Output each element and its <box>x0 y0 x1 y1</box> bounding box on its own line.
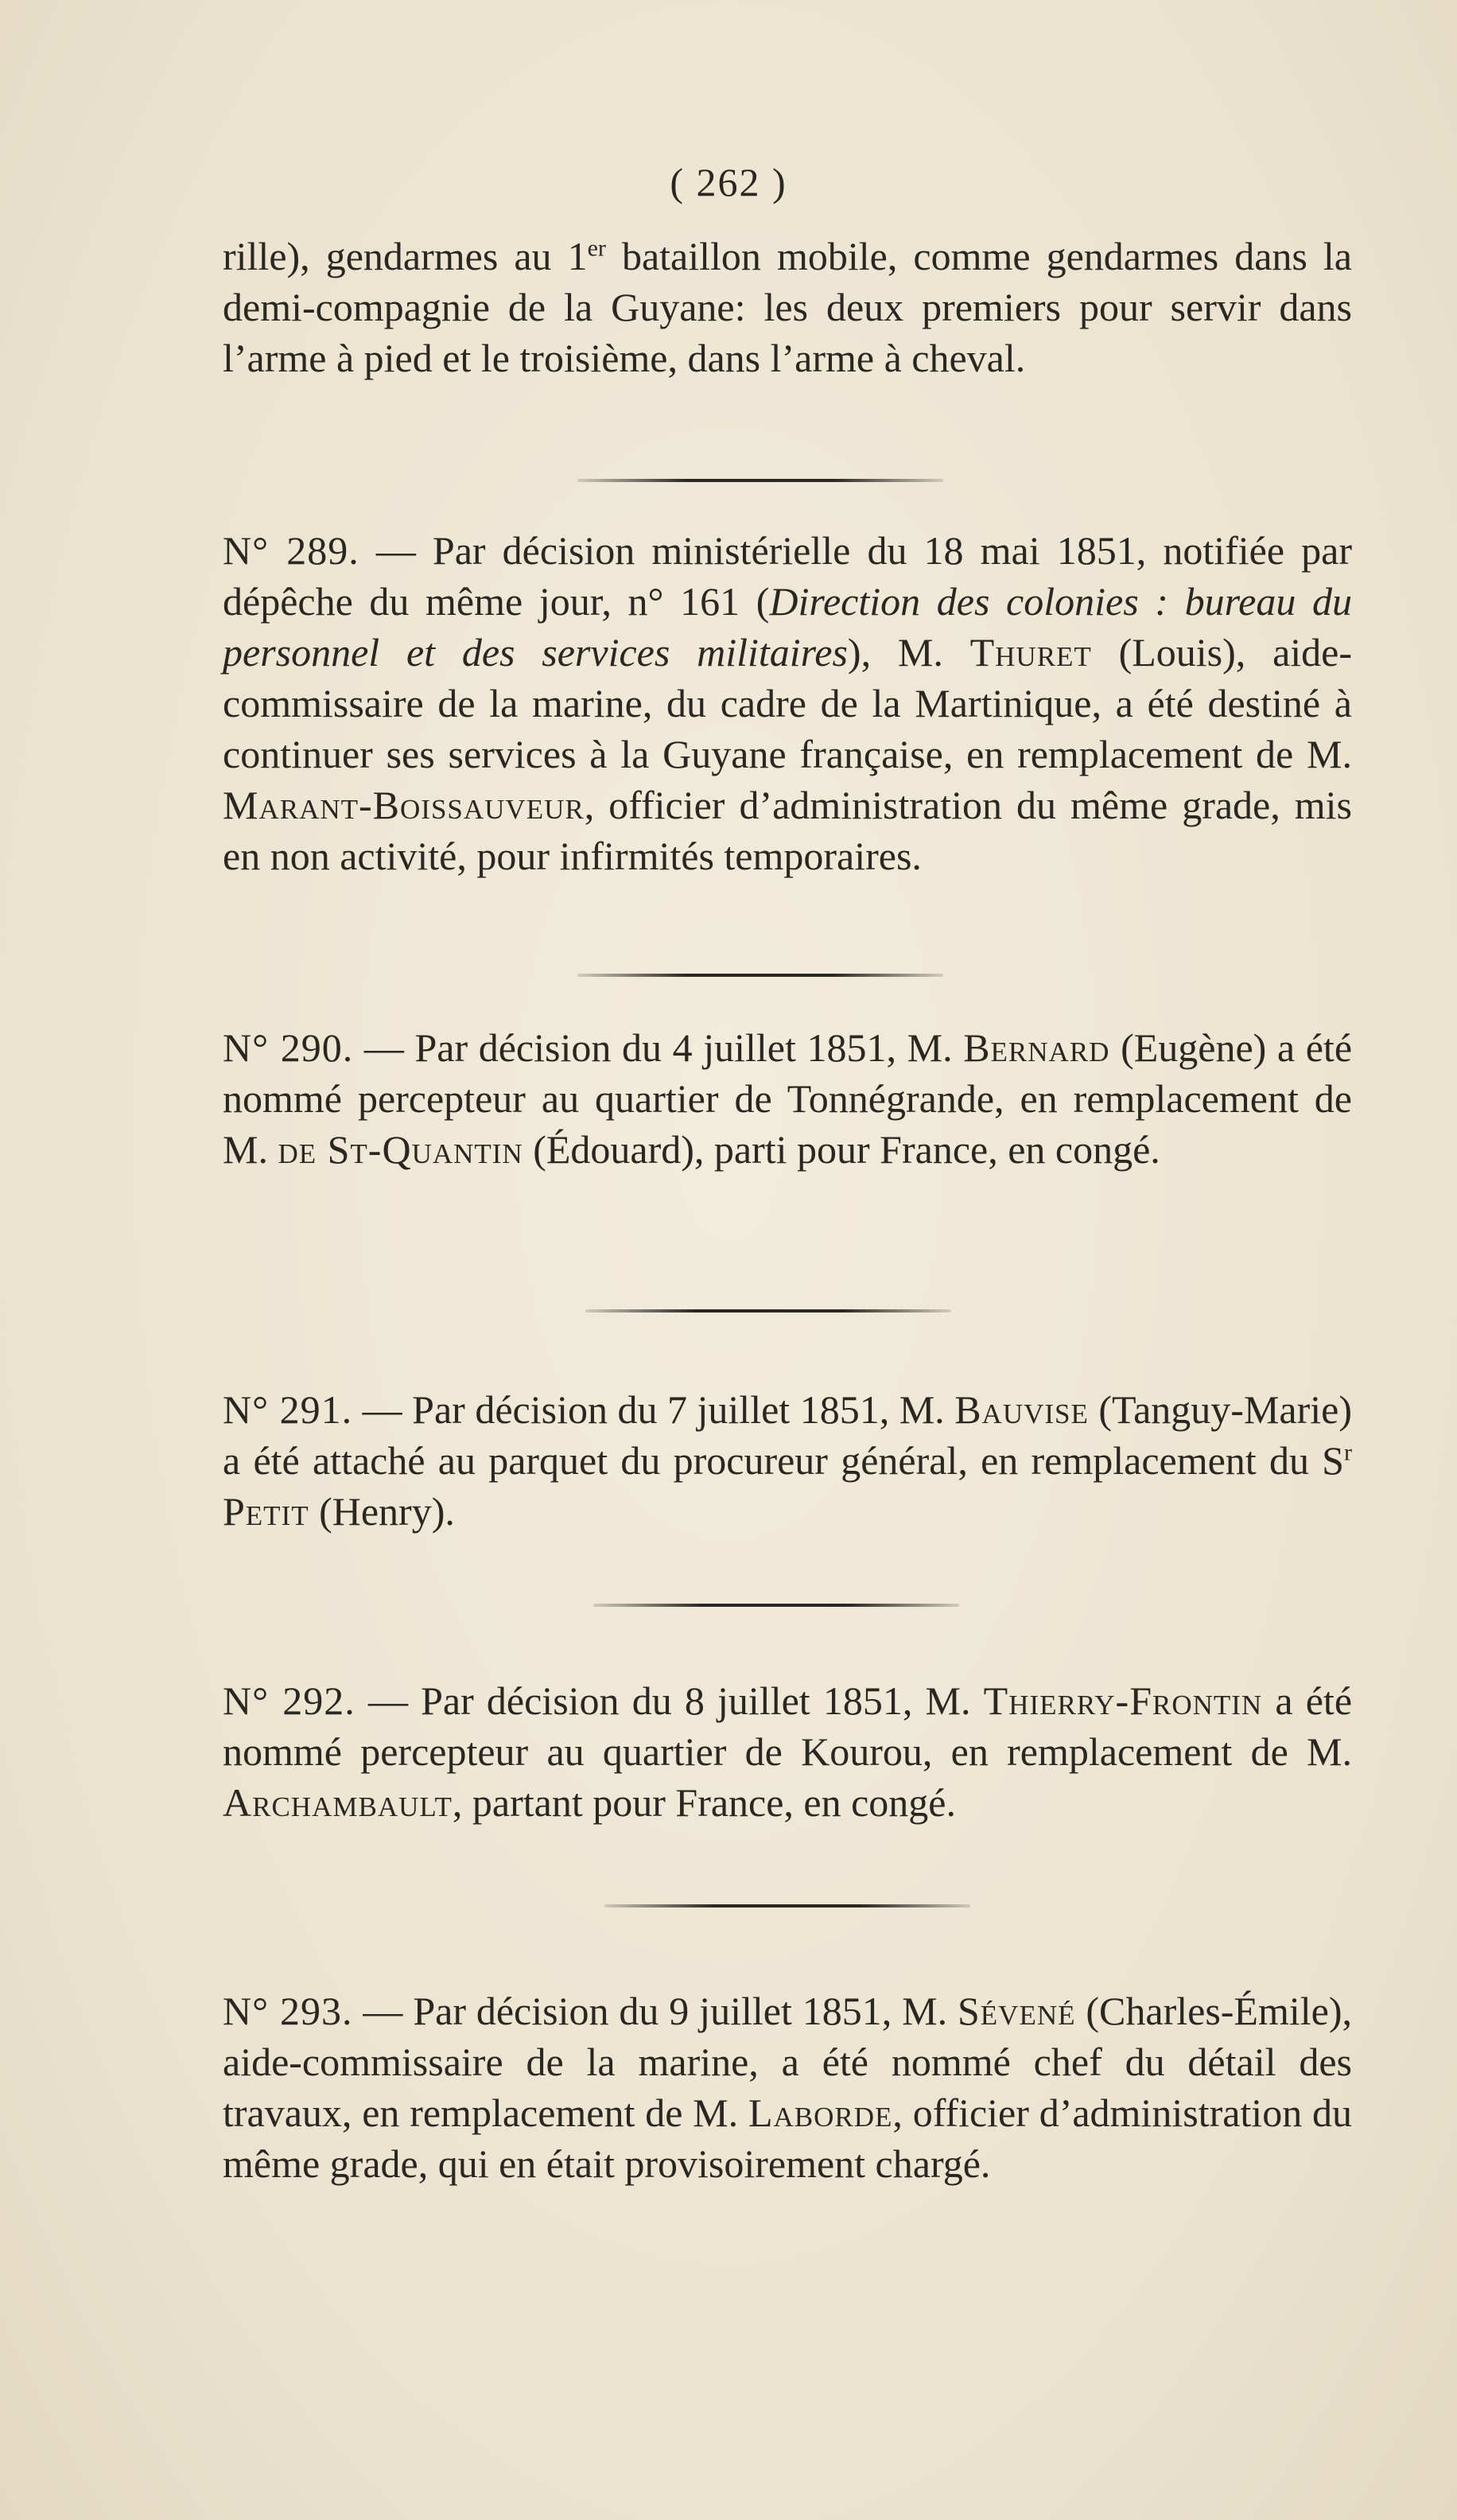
entry-italic-text: Direction des colonies : bureau du personnel et des services militaires <box>223 579 1352 675</box>
entry-text: ), M. <box>847 630 970 675</box>
entry-text: — Par décision du 9 juillet 1851, M. <box>352 1989 958 2033</box>
continuation-paragraph <box>223 231 1352 383</box>
entry-number: N° 290. <box>223 1025 354 1070</box>
page-number: ( 262 ) <box>670 160 787 204</box>
entry-text: , officier d’administration du même grade, qui en était provisoirement chargé. <box>223 2090 1352 2186</box>
person-name: Bernard <box>963 1025 1110 1070</box>
entry-text: — Par décision du 4 juillet 1851, M. <box>353 1025 964 1070</box>
entry-number: N° 289. <box>223 528 359 573</box>
entry-text: , partant pour France, en congé. <box>452 1780 957 1825</box>
continuation-text: bataillon mobile, comme gendarmes dans la demi-compagnie de la Guyane: les deux premiers pour servir dans l’arme à pied et le troisième, dans l’arme à cheval. <box>223 234 1352 380</box>
entry-text: (Tanguy-Marie) a été attaché au parquet du procureur général, en remplacement du S <box>223 1387 1352 1483</box>
continuation-text: rille), gendarmes au 1 <box>223 234 588 278</box>
entry-290 <box>223 1022 1352 1175</box>
entry-292 <box>223 1675 1352 1828</box>
entry-293 <box>223 1985 1352 2189</box>
entry-number: N° 292. <box>223 1678 356 1723</box>
title-superscript: r <box>1344 1439 1352 1466</box>
entry-text: , officier d’administration du même grade, mis en non activité, pour infirmités temporaires. <box>223 783 1352 878</box>
person-name: Petit <box>223 1489 309 1534</box>
entry-text: a été nommé percepteur au quartier de Kourou, en remplacement de M. <box>223 1678 1353 1774</box>
entry-number: N° 291. <box>223 1387 353 1432</box>
person-name: Thierry-Frontin <box>983 1678 1263 1723</box>
person-name: Thuret <box>969 630 1092 675</box>
person-name: Laborde <box>748 2090 893 2135</box>
entry-291 <box>223 1384 1352 1537</box>
entry-text: (Eugène) a été nommé percepteur au quartier de Tonnégrande, en remplacement de M. <box>223 1025 1353 1172</box>
person-name: Archambault <box>223 1780 453 1825</box>
entry-text: — Par décision du 7 juillet 1851, M. <box>352 1387 955 1432</box>
section-divider <box>585 1309 951 1312</box>
ordinal-superscript: er <box>587 235 606 262</box>
section-divider <box>604 1904 970 1908</box>
entry-text: (Louis), aide-commissaire de la marine, du cadre de la Martinique, a été destiné à continuer ses services à la Guyane française, en remplacement de M. <box>223 630 1353 776</box>
section-divider <box>577 974 943 977</box>
section-divider <box>593 1604 959 1607</box>
section-divider <box>577 479 943 482</box>
person-name: Marant-Boissauveur <box>223 783 585 827</box>
entry-text: (Charles-Émile), aide-commissaire de la marine, a été nommé chef du détail des travaux, en remplacement de M. <box>223 1989 1352 2135</box>
entry-text: — Par décision ministérielle du 18 mai 1851, notifiée par dépêche du même jour, n° 161 ( <box>223 528 1353 624</box>
person-name: Bauvise <box>954 1387 1089 1432</box>
entry-289 <box>223 525 1352 881</box>
entry-number: N° 293. <box>223 1989 353 2033</box>
entry-text: (Édouard), parti pour France, en congé. <box>523 1127 1160 1172</box>
entry-text: — Par décision du 8 juillet 1851, M. <box>355 1678 984 1723</box>
entry-text: (Henry). <box>309 1489 455 1534</box>
person-name: Sévené <box>958 1989 1076 2033</box>
person-name: de St-Quantin <box>278 1127 523 1172</box>
